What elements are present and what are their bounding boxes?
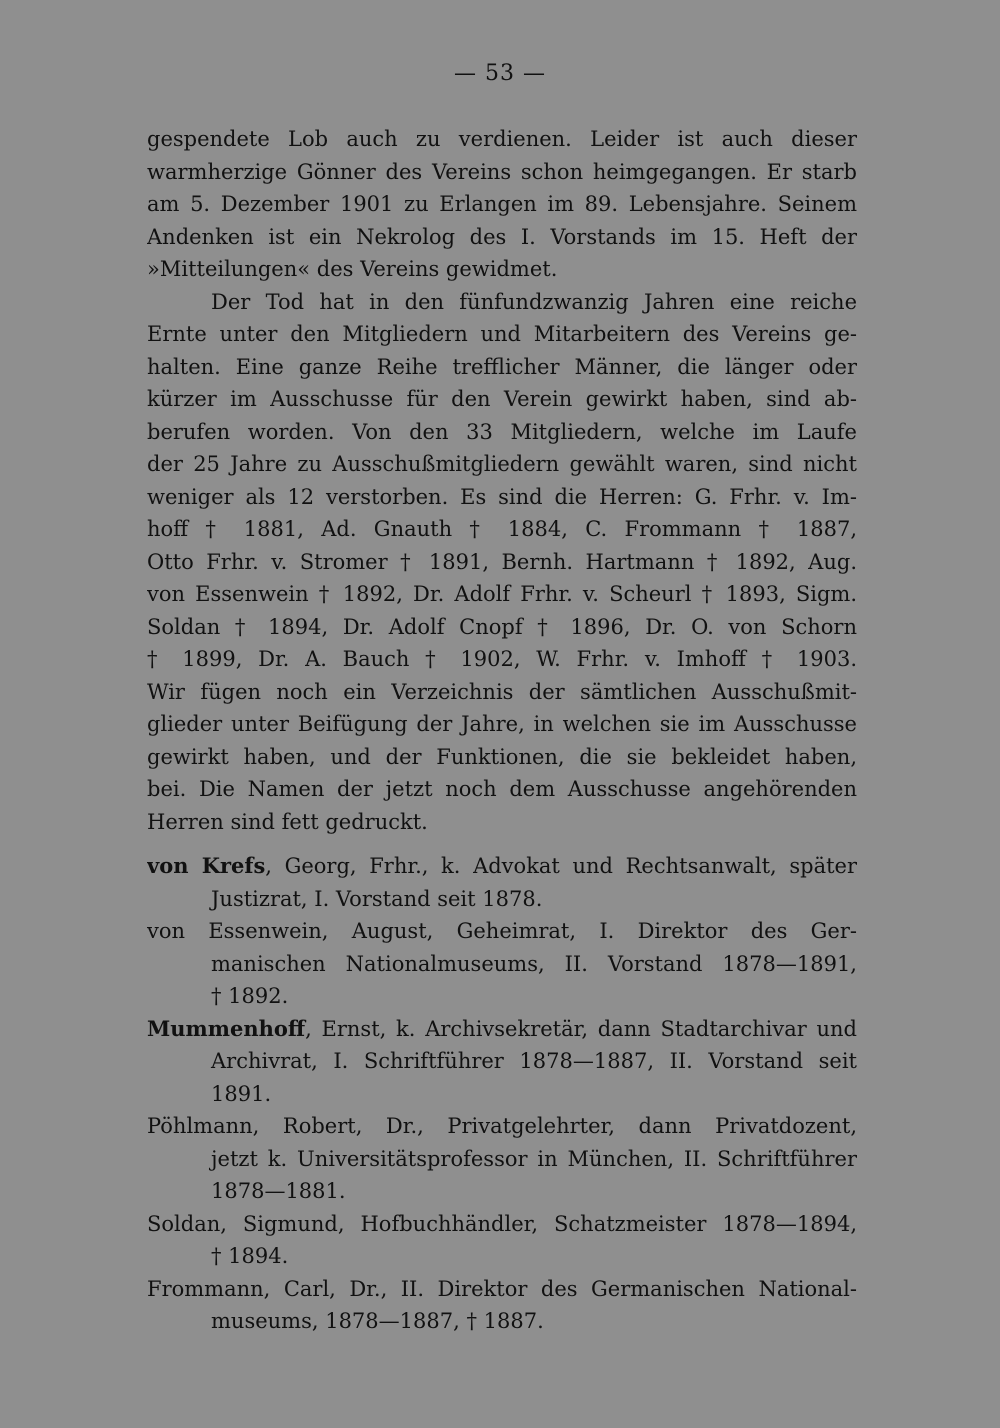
text-line: weniger als 12 verstorben. Es sind die Herren: G. Frhr. v. Im- [147,484,857,509]
text-line: von Essenwein † 1892, Dr. Adolf Frhr. v. Scheurl † 1893, Sigm. [147,582,857,606]
text-line: am 5. Dezember 1901 zu Erlangen im 89. Lebensjahre. Seinem [147,192,857,216]
entry-continuation: manischen Nationalmuseums, II. Vorstand 1878—1891, [211,951,857,976]
entry-first-line [147,1110,857,1143]
text-line: hoff † 1881, Ad. Gnauth † 1884, C. Frommann † 1887, [147,517,857,541]
member-name-bold: Mummenhoff [147,1015,306,1041]
entry-continuation: † 1892. [211,984,289,1008]
member-list [147,850,857,1338]
list-item [147,1273,857,1338]
text-line: bei. Die Namen der jetzt noch dem Ausschusse angehörenden [147,777,857,801]
text-line: der 25 Jahre zu Ausschußmitgliedern gewählt waren, sind nicht [147,452,857,476]
entry-continuation: 1891. [211,1081,272,1106]
entry-first-line [147,1273,857,1306]
entry-continuation: Justizrat, I. Vorstand seit 1878. [211,886,543,911]
entry-first-line [147,1208,857,1241]
text-line: Herren sind fett gedruckt. [147,809,428,834]
member-name: Soldan [147,1211,221,1236]
text-line: halten. Eine ganze Reihe trefflicher Männer, die länger oder [147,354,857,379]
entry-continuation: 1878—1881. [211,1179,346,1203]
list-item [147,1110,857,1208]
entry-text: , August, Geheimrat, I. Direktor des Ger- [321,919,857,943]
text-line: kürzer im Ausschusse für den Verein gewirkt haben, sind ab- [147,387,857,411]
entry-first-line [147,1013,857,1046]
page-body [147,123,857,1338]
member-name-bold: von Krefs [147,853,266,878]
entry-first-line [147,915,857,948]
paragraph-2 [147,286,857,839]
page-number: — 53 — [454,61,546,86]
entry-continuation: museums, 1878—1887, † 1887. [211,1309,544,1333]
list-item [147,915,857,1013]
entry-text: , Sigmund, Hofbuchhändler, Schatzmeister 1878—1894, [220,1211,857,1236]
entry-continuation: † 1894. [211,1244,289,1268]
list-item [147,850,857,915]
list-item [147,1013,857,1111]
text-line: »Mitteilungen« des Vereins gewidmet. [147,257,558,281]
text-line: Wir fügen noch ein Verzeichnis der sämtlichen Ausschußmit- [147,679,857,704]
entry-text: , Ernst, k. Archivsekretär, dann Stadtarchivar und [305,1016,857,1041]
paragraph-1 [147,123,857,286]
list-item [147,1208,857,1273]
member-name: von Essenwein [147,919,322,943]
text-line: † 1899, Dr. A. Bauch † 1902, W. Frhr. v. Imhoff † 1903. [147,647,857,671]
text-line: Otto Frhr. v. Stromer † 1891, Bernh. Hartmann † 1892, Aug. [147,549,857,574]
entry-text: , Carl, Dr., II. Direktor des Germanischen National- [263,1276,857,1301]
entry-continuation: jetzt k. Universitätsprofessor in München, II. Schriftführer [211,1146,857,1171]
entry-first-line [147,850,857,883]
member-name: Pöhlmann [147,1114,253,1138]
text-line: Ernte unter den Mitgliedern und Mitarbeitern des Vereins ge- [147,322,857,346]
text-line: glieder unter Beifügung der Jahre, in welchen sie im Ausschusse [147,712,857,736]
text-line: gewirkt haben, und der Funktionen, die sie bekleidet haben, [147,744,857,769]
text-line: gespendete Lob auch zu verdienen. Leider ist auch dieser [147,127,857,151]
entry-text: , Robert, Dr., Privatgelehrter, dann Privatdozent, [252,1114,857,1138]
text-line: berufen worden. Von den 33 Mitgliedern, welche im Laufe [147,419,857,444]
text-line: warmherzige Gönner des Vereins schon heimgegangen. Er starb [147,159,857,184]
entry-text: , Georg, Frhr., k. Advokat und Rechtsanwalt, später [265,854,857,878]
text-line: Andenken ist ein Nekrolog des I. Vorstands im 15. Heft der [147,224,857,249]
text-line: Soldan † 1894, Dr. Adolf Cnopf † 1896, Dr. O. von Schorn [147,614,857,639]
entry-continuation: Archivrat, I. Schriftführer 1878—1887, II. Vorstand seit [211,1049,857,1073]
member-name: Frommann [147,1276,264,1301]
text-line: Der Tod hat in den fünfundzwanzig Jahren eine reiche [211,289,857,314]
